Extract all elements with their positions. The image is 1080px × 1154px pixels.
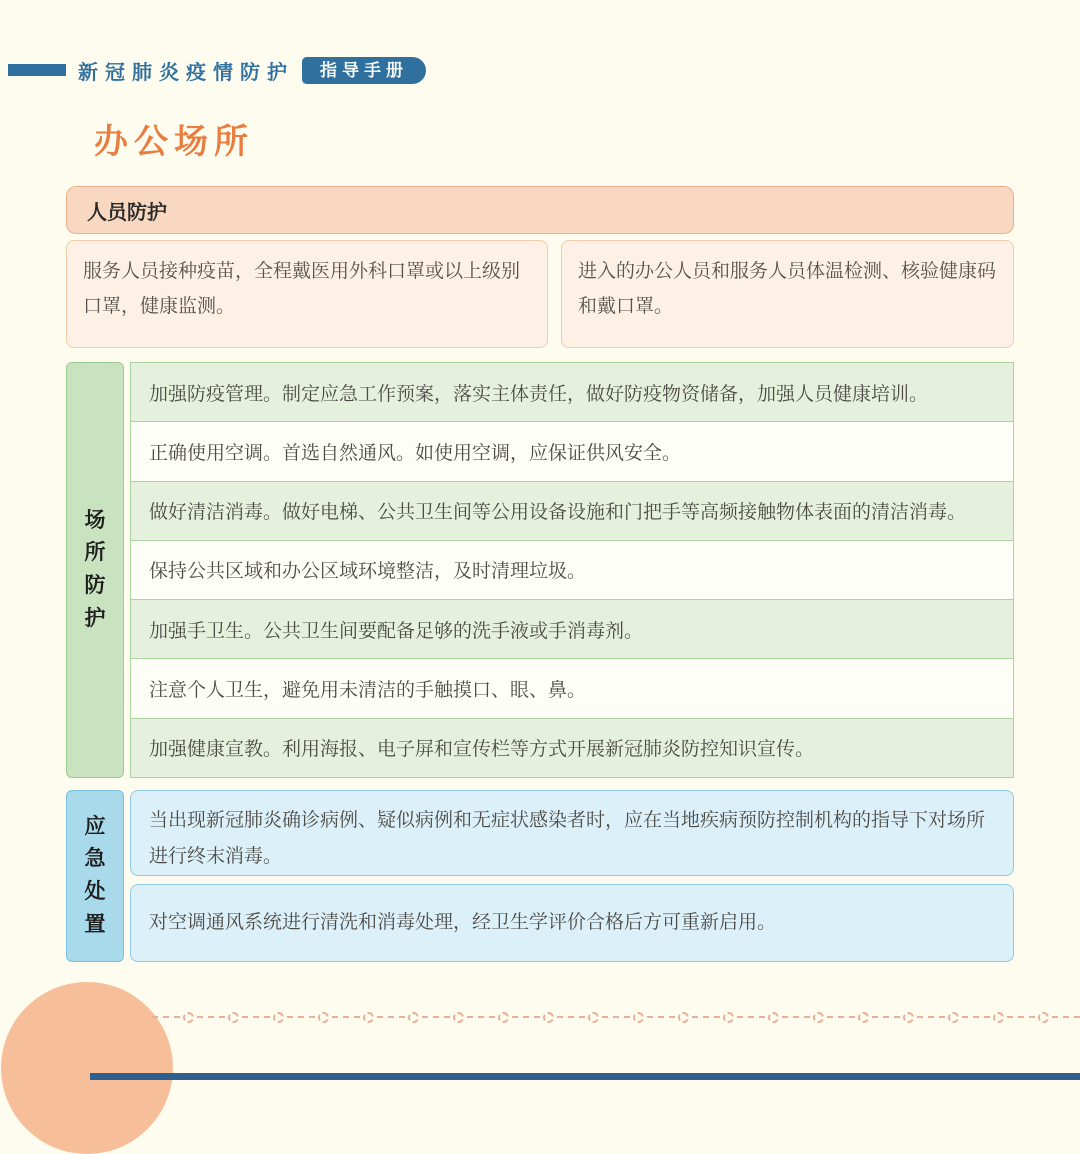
dash-segment (422, 1016, 450, 1018)
footer-bar (90, 1073, 1080, 1080)
orange-circle-decoration (1, 982, 173, 1154)
venue-row-environment-tidy: 保持公共区域和办公区域环境整洁，及时清理垃圾。 (130, 540, 1014, 600)
dash-segment (197, 1016, 225, 1018)
dashed-circle-dot (363, 1012, 374, 1023)
dash-segment (602, 1016, 630, 1018)
venue-row-cleaning-disinfection: 做好清洁消毒。做好电梯、公共卫生间等公用设备设施和门把手等高频接触物体表面的清洁消毒。 (130, 481, 1014, 541)
dash-segment (332, 1016, 360, 1018)
dash-segment (287, 1016, 315, 1018)
dashed-circle-dot (813, 1012, 824, 1023)
dashed-circle-dot (948, 1012, 959, 1023)
dash-segment (737, 1016, 765, 1018)
emergency-handling-vertical-label: 应急处置 (66, 790, 124, 962)
dashed-divider-decoration (152, 1010, 1080, 1024)
personnel-card-entry-check: 进入的办公人员和服务人员体温检测、核验健康码和戴口罩。 (561, 240, 1014, 348)
dashed-circle-dot (228, 1012, 239, 1023)
dash-segment (512, 1016, 540, 1018)
dashed-circle-dot (453, 1012, 464, 1023)
dash-segment (647, 1016, 675, 1018)
emergency-card-hvac-cleaning (130, 884, 1014, 962)
dashed-circle-dot (498, 1012, 509, 1023)
dashed-circle-dot (768, 1012, 779, 1023)
dash-segment (467, 1016, 495, 1018)
dashed-circle-dot (273, 1012, 284, 1023)
dashed-circle-dot (723, 1012, 734, 1023)
dashed-circle-dot (318, 1012, 329, 1023)
dashed-circle-dot (678, 1012, 689, 1023)
dash-segment (917, 1016, 945, 1018)
dash-segment (962, 1016, 990, 1018)
dash-segment (1007, 1016, 1035, 1018)
header-accent-bar (8, 64, 66, 76)
venue-protection-vertical-label: 场所防护 (66, 362, 124, 778)
venue-row-health-education: 加强健康宣教。利用海报、电子屏和宣传栏等方式开展新冠肺炎防控知识宣传。 (130, 718, 1014, 778)
dashed-circle-dot (633, 1012, 644, 1023)
venue-row-air-conditioning: 正确使用空调。首选自然通风。如使用空调，应保证供风安全。 (130, 421, 1014, 481)
venue-protection-rows (130, 362, 1014, 778)
dashed-circle-dot (1038, 1012, 1049, 1023)
venue-row-hand-hygiene: 加强手卫生。公共卫生间要配备足够的洗手液或手消毒剂。 (130, 599, 1014, 659)
emergency-card-hvac-text: 对空调通风系统进行清洗和消毒处理，经卫生学评价合格后方可重新启用。 (149, 911, 777, 933)
handbook-badge: 指导手册 (302, 57, 426, 84)
dashed-circle-dot (858, 1012, 869, 1023)
dash-segment (1052, 1016, 1080, 1018)
dashed-circle-dot (588, 1012, 599, 1023)
dash-segment (377, 1016, 405, 1018)
dash-segment (557, 1016, 585, 1018)
dash-segment (152, 1016, 180, 1018)
emergency-card-terminal-disinfection: 当出现新冠肺炎确诊病例、疑似病例和无症状感染者时，应在当地疾病预防控制机构的指导下对场所进行终末消毒。 (130, 790, 1014, 876)
dashed-circle-dot (903, 1012, 914, 1023)
venue-row-epidemic-management: 加强防疫管理。制定应急工作预案，落实主体责任，做好防疫物资储备，加强人员健康培训。 (130, 362, 1014, 422)
page-title: 办公场所 (94, 123, 254, 161)
section-venue-protection (66, 362, 1014, 778)
dash-segment (692, 1016, 720, 1018)
emergency-cards (130, 790, 1014, 962)
section-header-personnel-protection (66, 186, 1014, 234)
dash-segment (242, 1016, 270, 1018)
handbook-brand-title: 新冠肺炎疫情防护 (78, 62, 294, 84)
dashed-circle-dot (183, 1012, 194, 1023)
dashed-circle-dot (543, 1012, 554, 1023)
dashed-circle-dot (993, 1012, 1004, 1023)
dash-segment (872, 1016, 900, 1018)
personnel-cards-row (66, 240, 1014, 348)
section-emergency-handling (66, 790, 1014, 962)
dash-segment (782, 1016, 810, 1018)
dashed-circle-dot (408, 1012, 419, 1023)
personnel-card-vaccination: 服务人员接种疫苗，全程戴医用外科口罩或以上级别口罩，健康监测。 (66, 240, 548, 348)
venue-row-personal-hygiene: 注意个人卫生，避免用未清洁的手触摸口、眼、鼻。 (130, 658, 1014, 718)
section-header-personnel-label: 人员防护 (87, 201, 167, 224)
dash-segment (827, 1016, 855, 1018)
